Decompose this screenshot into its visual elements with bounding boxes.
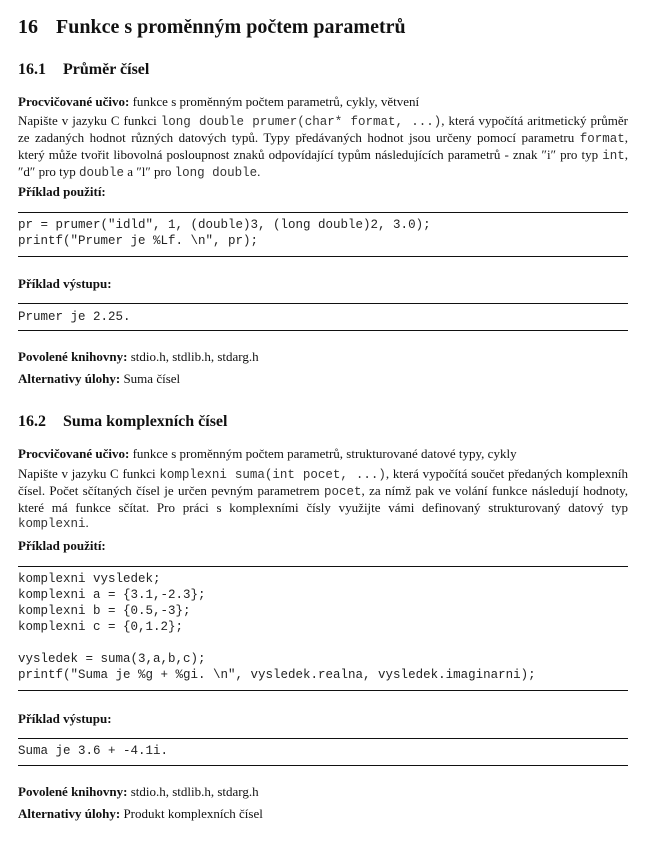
alternatives-label: Alternativy úlohy: — [18, 806, 121, 821]
usage-code-block: pr = prumer("idld", 1, (double)3, (long double)2, 3.0); printf("Prumer je %Lf. \n", pr); — [18, 218, 431, 248]
topic-label: Procvičované učivo: — [18, 94, 130, 109]
output-label: Příklad výstupu: — [18, 711, 112, 726]
description-text: , který může tvořit libovolná posloupnost znaků odpovídající typům následujících parametrů - znak ″i″ pro typ — [18, 130, 628, 162]
inline-code: int — [602, 149, 625, 163]
code-rule-top — [18, 212, 628, 213]
section-heading — [18, 61, 149, 79]
inline-code: komplexni — [18, 517, 86, 531]
description-text: ,″d″ pro typ — [18, 147, 628, 179]
output-rule-top — [18, 738, 628, 739]
alternatives-label: Alternativy úlohy: — [18, 371, 121, 386]
libraries-text: stdio.h, stdlib.h, stdarg.h — [130, 349, 259, 364]
task-description — [18, 466, 628, 532]
alternatives-line — [18, 371, 180, 387]
inline-code: komplexni suma(int pocet, ...) — [159, 468, 386, 482]
code-rule-top — [18, 566, 628, 567]
code-rule-bottom — [18, 256, 628, 257]
section-title: Průměr čísel — [63, 61, 150, 78]
section-title: Suma komplexních čísel — [63, 413, 228, 430]
libraries-text: stdio.h, stdlib.h, stdarg.h — [130, 784, 259, 799]
output-code-block: Suma je 3.6 + -4.1i. — [18, 744, 169, 758]
output-rule-bottom — [18, 765, 628, 766]
output-label: Příklad výstupu: — [18, 276, 112, 291]
description-text: , která vypočítá součet předaných komplexníh čísel. Počet sčítaných čísel je určen pevným parametrem — [18, 466, 628, 498]
inline-code: long double prumer(char* format, ...) — [160, 115, 442, 129]
description-text: , která vypočítá aritmetický průměr ze zadaných hodnot různých datových typů. Typy předávaných hodnot jsou určeny pomocí parametru — [18, 113, 629, 145]
description-text: , za nímž pak ve volání funkce následují hodnoty, které má funkce sčítat. Pro práci s komplexními čísly využijte vámi definovaný strukturovaný datový typ — [18, 483, 629, 515]
code-rule-bottom — [18, 690, 628, 691]
description-text: Napište v jazyku C funkci — [18, 466, 160, 481]
description-text: . — [257, 164, 261, 179]
description-text: . — [85, 515, 89, 530]
libraries-label: Povolené knihovny: — [18, 349, 128, 364]
chapter-number: 16 — [18, 16, 38, 38]
description-text: a ″l″ pro — [124, 164, 175, 179]
topic-label: Procvičované učivo: — [18, 446, 130, 461]
chapter-heading — [18, 16, 406, 39]
inline-code: double — [79, 166, 125, 180]
topic-line — [18, 94, 419, 110]
usage-label: Příklad použití: — [18, 538, 106, 553]
alternatives-line — [18, 806, 263, 822]
chapter-title: Funkce s proměnným počtem parametrů — [56, 16, 406, 38]
inline-code: pocet — [323, 485, 362, 499]
topic-text: funkce s proměnným počtem parametrů, strukturované datové typy, cykly — [132, 446, 517, 461]
inline-code: format — [579, 132, 625, 146]
output-code-block: Prumer je 2.25. — [18, 310, 131, 324]
section-number: 16.1 — [18, 61, 46, 78]
topic-line — [18, 446, 517, 462]
output-rule-bottom — [18, 330, 628, 331]
description-text: Napište v jazyku C funkci — [18, 113, 161, 128]
alternatives-text: Suma čísel — [123, 371, 181, 386]
section-number: 16.2 — [18, 413, 46, 430]
task-description — [18, 113, 628, 181]
inline-code: long double — [174, 166, 258, 180]
section-heading — [18, 413, 227, 431]
libraries-line — [18, 349, 259, 365]
usage-label: Příklad použití: — [18, 184, 106, 199]
usage-code-block: komplexni vysledek; komplexni a = {3.1,-2.3}; komplexni b = {0.5,-3}; komplexni c = {0,1.2}; vysledek = suma(3,a,b,c); printf("Suma je %g + %gi. \n", vysledek.realna, vysledek.imaginarni); — [18, 572, 536, 682]
libraries-line — [18, 784, 259, 800]
libraries-label: Povolené knihovny: — [18, 784, 128, 799]
topic-text: funkce s proměnným počtem parametrů, cykly, větvení — [132, 94, 420, 109]
output-rule-top — [18, 303, 628, 304]
alternatives-text: Produkt komplexních čísel — [123, 806, 263, 821]
